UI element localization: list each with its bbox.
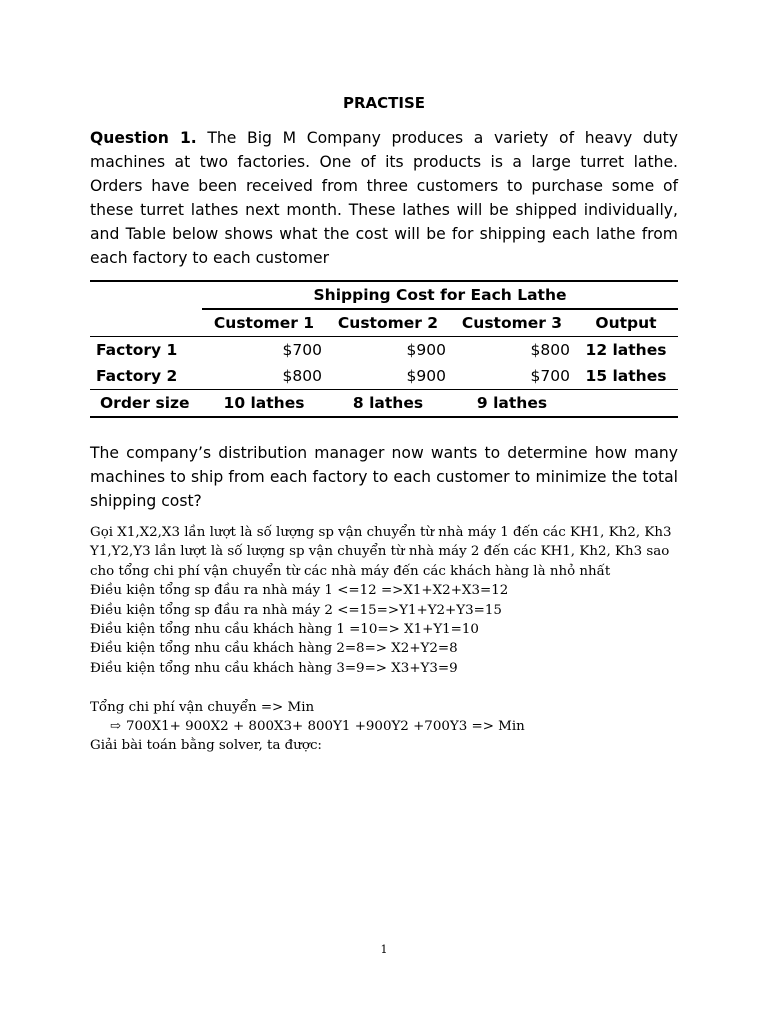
followup-paragraph: The company’s distribution manager now wants to determine how many machines to ship from each factory to each customer to minimize the total shipping cost? [90, 444, 678, 510]
table-header-empty [90, 309, 202, 337]
blank-line [90, 678, 678, 697]
order-size-cell: 8 lathes [326, 390, 450, 418]
table-row [90, 337, 678, 364]
solution-line: Điều kiện tổng nhu cầu khách hàng 1 =10=> X1+Y1=10 [90, 622, 479, 638]
solver-line: Giải bài toán bằng solver, ta được: [90, 738, 322, 754]
table-header-customer-2: Customer 2 [326, 309, 450, 337]
shipping-cost-table [90, 280, 678, 418]
table-row [90, 363, 678, 390]
order-size-cell: 10 lathes [202, 390, 326, 418]
solution-line: Điều kiện tổng sp đầu ra nhà máy 1 <=12 =>X1+X2+X3=12 [90, 583, 509, 599]
cost-cell: $800 [282, 367, 322, 385]
row-label-factory-2: Factory 2 [96, 367, 178, 385]
page-title: PRACTISE [342, 94, 426, 112]
table-header-customer-3: Customer 3 [450, 309, 574, 337]
objective-formula-line [90, 717, 678, 736]
order-size-empty [574, 390, 678, 418]
cost-cell: $900 [406, 367, 446, 385]
cost-cell: $900 [406, 341, 446, 359]
cost-cell: $700 [282, 341, 322, 359]
solution-line: Điều kiện tổng sp đầu ra nhà máy 2 <=15=>Y1+Y2+Y3=15 [90, 602, 502, 618]
table-header-output: Output [574, 309, 678, 337]
table-caption-row [90, 281, 678, 309]
solution-line: Gọi X1,X2,X3 lần lượt là số lượng sp vận chuyển từ nhà máy 1 đến các KH1, Kh2, Kh3 [90, 525, 672, 540]
table-corner-cell [90, 281, 202, 309]
output-cell: 12 lathes [585, 341, 667, 359]
question-paragraph [90, 126, 678, 270]
solution-line: cho tổng chi phí vận chuyển từ các nhà máy đến các khách hàng là nhỏ nhất [90, 563, 611, 579]
output-cell: 15 lathes [585, 367, 667, 385]
objective-formula: 700X1+ 900X2 + 800X3+ 800Y1 +900Y2 +700Y3 => Min [126, 719, 525, 735]
solution-line: Điều kiện tổng nhu cầu khách hàng 3=9=> X3+Y3=9 [90, 660, 458, 676]
question-label: Question 1. [90, 129, 197, 147]
objective-line: Tổng chi phí vận chuyển => Min [90, 699, 315, 715]
question-text: The Big M Company produces a variety of heavy duty machines at two factories. One of its products is a large turret lathe. Orders have been received from three customers to purchase some of these turret lathes next month. These lathes will be shipped individually, and Table below shows what the cost will be for shipping each lathe from each factory to each customer [90, 129, 678, 267]
row-label-factory-1: Factory 1 [96, 341, 178, 359]
table-header-customer-1: Customer 1 [202, 309, 326, 337]
page-number: 1 [380, 943, 388, 956]
solution-block [90, 523, 678, 756]
table-caption: Shipping Cost for Each Lathe [202, 281, 678, 309]
solution-line: Điều kiện tổng nhu cầu khách hàng 2=8=> X2+Y2=8 [90, 641, 458, 657]
order-size-cell: 9 lathes [450, 390, 574, 418]
cost-cell: $700 [530, 367, 570, 385]
cost-cell: $800 [530, 341, 570, 359]
row-label-order-size: Order size [90, 390, 202, 418]
table-header-row [90, 309, 678, 337]
solution-line: Y1,Y2,Y3 lần lượt là số lượng sp vận chuyển từ nhà máy 2 đến các KH1, Kh2, Kh3 sao [90, 544, 670, 560]
table-row-order-size [90, 390, 678, 418]
arrow-right-icon: ⇨ [110, 719, 121, 735]
